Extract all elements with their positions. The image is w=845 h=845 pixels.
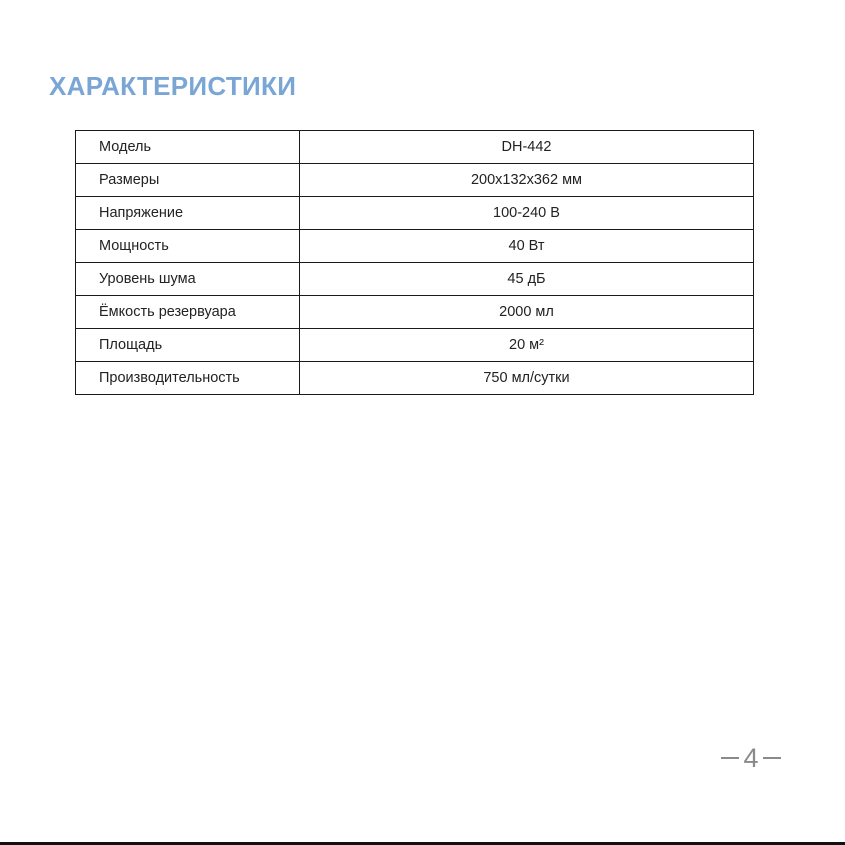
page-number-value: 4 <box>743 742 759 773</box>
spec-param-power: Мощность <box>76 230 300 263</box>
table-row <box>76 230 754 263</box>
spec-value-power: 40 Вт <box>300 230 754 263</box>
table-row <box>76 164 754 197</box>
spec-value-tank-capacity: 2000 мл <box>300 296 754 329</box>
spec-value-capacity: 750 мл/сутки <box>300 362 754 395</box>
table-row <box>76 296 754 329</box>
spec-value-voltage: 100-240 В <box>300 197 754 230</box>
spec-param-dimensions: Размеры <box>76 164 300 197</box>
page-title: ХАРАКТЕРИСТИКИ <box>49 71 297 101</box>
spec-param-tank-capacity: Ёмкость резервуара <box>76 296 300 329</box>
table-row <box>76 197 754 230</box>
table-row <box>76 131 754 164</box>
spec-value-dimensions: 200x132x362 мм <box>300 164 754 197</box>
spec-param-area: Площадь <box>76 329 300 362</box>
specifications-table <box>75 130 754 395</box>
spec-param-capacity: Производительность <box>76 362 300 395</box>
dash-left-icon <box>721 757 739 759</box>
spec-param-model: Модель <box>76 131 300 164</box>
spec-value-model: DH-442 <box>300 131 754 164</box>
table-row <box>76 329 754 362</box>
table-row <box>76 263 754 296</box>
spec-param-noise: Уровень шума <box>76 263 300 296</box>
page-number <box>714 740 788 776</box>
spec-value-noise: 45 дБ <box>300 263 754 296</box>
spec-param-voltage: Напряжение <box>76 197 300 230</box>
table-row <box>76 362 754 395</box>
dash-right-icon <box>763 757 781 759</box>
spec-value-area: 20 м² <box>300 329 754 362</box>
